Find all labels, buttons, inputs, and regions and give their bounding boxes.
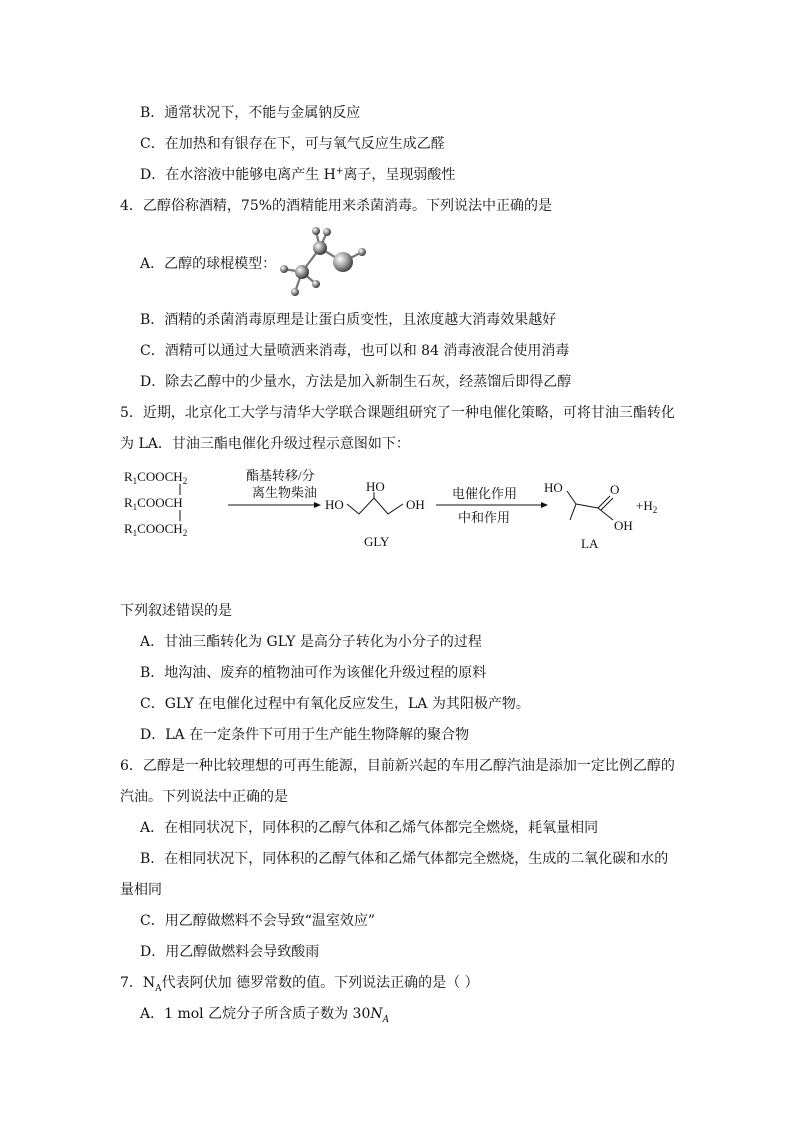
- q4-stem: 4．乙醇俗称酒精，75%的酒精能用来杀菌消毒。下列说法中正确的是: [120, 198, 553, 214]
- q4-option-b: B．酒精的杀菌消毒原理是让蛋白质变性，且浓度越大消毒效果越好: [140, 312, 557, 328]
- q3-option-d: D．在水溶液中能够电离产生 H+离子，呈现弱酸性: [140, 166, 456, 183]
- q6-option-a: A．在相同状况下，同体积的乙醇气体和乙烯气体都完全燃烧，耗氧量相同: [140, 820, 599, 836]
- q6-stem-line1: 6．乙醇是一种比较理想的可再生能源，目前新兴起的车用乙醇汽油是添加一定比例乙醇的: [120, 758, 675, 774]
- ethanol-ball-stick-model: [270, 222, 380, 302]
- q5-stem-line2: 为 LA．甘油三酯电催化升级过程示意图如下：: [120, 436, 410, 452]
- q5-option-d: D．LA 在一定条件下可用于生产能生物降解的聚合物: [140, 727, 470, 743]
- q3-option-b: B．通常状况下，不能与金属钠反应: [140, 105, 361, 121]
- gly-ho-left: HO: [325, 497, 344, 512]
- q6-option-b-line2: 量相同: [120, 882, 162, 898]
- h2-product: $+H_2$: [636, 498, 658, 515]
- q5-ask: 下列叙述错误的是: [120, 603, 232, 619]
- q5-option-c: C．GLY 在电催化过程中有氧化反应发生，LA 为其阳极产物。: [140, 696, 530, 712]
- arrow2-label-top: 电催化作用: [452, 486, 518, 501]
- la-ho: HO: [544, 480, 563, 495]
- la-oh: OH: [614, 518, 633, 533]
- gly-oh-right: OH: [406, 497, 425, 512]
- triglyceride-row1: $R_1COOCH_2$: [124, 469, 188, 486]
- q4-option-a: A．乙醇的球棍模型：: [140, 256, 277, 272]
- q6-option-b-line1: B．在相同状况下，同体积的乙醇气体和乙烯气体都完全燃烧，生成的二氧化碳和水的: [140, 851, 669, 867]
- reaction-scheme: [118, 462, 678, 554]
- triglyceride-row2: $R_1COOCH$: [124, 495, 183, 512]
- q6-option-c: C．用乙醇做燃料不会导致“温室效应”: [140, 913, 376, 929]
- q4-option-c: C．酒精可以通过大量喷洒来消毒，也可以和 84 消毒液混合使用消毒: [140, 343, 570, 359]
- q5-option-a: A．甘油三酯转化为 GLY 是高分子转化为小分子的过程: [140, 634, 482, 650]
- q6-option-d: D．用乙醇做燃料会导致酸雨: [140, 944, 320, 960]
- q5-option-b: B．地沟油、废弃的植物油可作为该催化升级过程的原料: [140, 665, 487, 681]
- q7-option-a: A．1 mol 乙烷分子所含质子数为 $30N_A$: [140, 1006, 390, 1025]
- glycerol-skeleton: [347, 498, 403, 514]
- lactic-acid-skeleton: [567, 491, 613, 520]
- q6-stem-line2: 汽油。下列说法中正确的是: [120, 789, 288, 805]
- arrow1-label-line2: 离生物柴油: [252, 485, 318, 500]
- la-label: LA: [581, 536, 599, 551]
- triglyceride-row3: $R_1COOCH_2$: [124, 521, 188, 538]
- gly-label: GLY: [364, 534, 390, 549]
- arrow2-label-bottom: 中和作用: [458, 510, 511, 525]
- arrow1-label-line1: 酯基转移/分: [246, 468, 315, 483]
- reaction-arrow-1: [228, 502, 321, 508]
- reaction-arrow-2: [436, 502, 548, 508]
- gly-ho-top: HO: [366, 479, 385, 494]
- q4-option-d: D．除去乙醇中的少量水，方法是加入新制生石灰，经蒸馏后即得乙醇: [140, 374, 572, 390]
- la-carbonyl-o: O: [610, 482, 620, 497]
- q3-option-c: C．在加热和有银存在下，可与氧气反应生成乙醛: [140, 136, 445, 152]
- q5-stem-line1: 5．近期，北京化工大学与清华大学联合课题组研究了一种电催化策略，可将甘油三酯转化: [120, 405, 675, 421]
- q7-stem: 7．$N_A$代表阿伏加 德罗常数的值。下列说法正确的是（ ）: [120, 975, 479, 994]
